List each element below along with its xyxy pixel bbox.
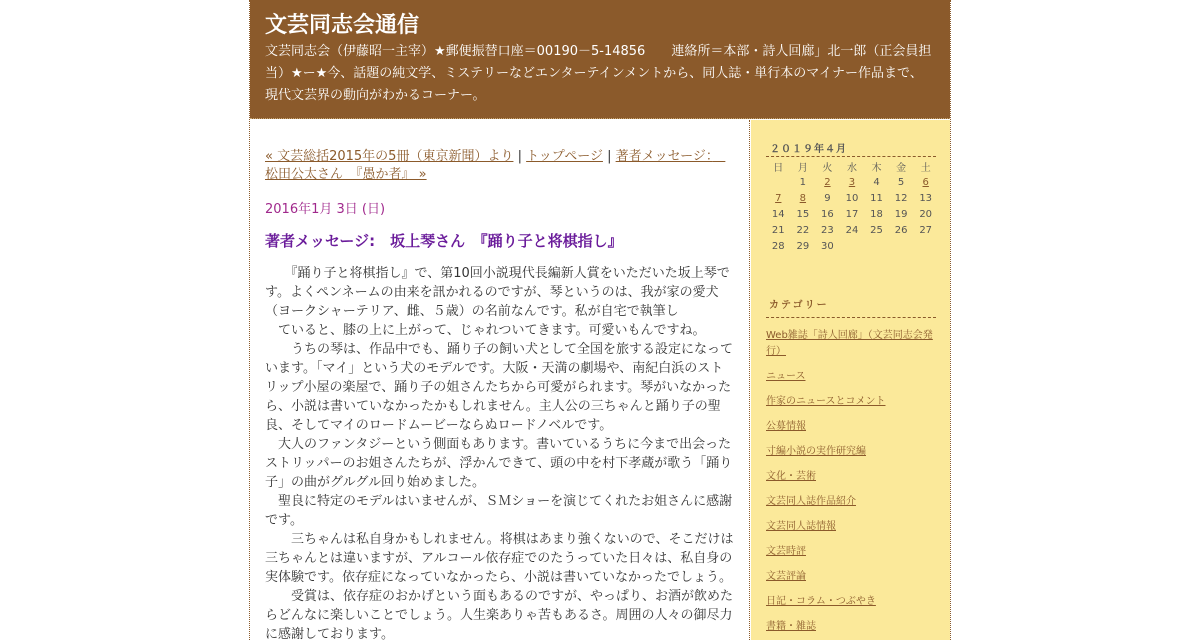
calendar-day: 21 — [771, 224, 785, 236]
top-page-link[interactable]: トップページ — [526, 149, 603, 164]
blog-description: 文芸同志会（伊藤昭一主宰）★郵便振替口座＝00190－5-14856 連絡所＝本部・詩人回廊」北一郎（正会員担当）★ー★今、話題の純文学、ミステリーなどエンターテインメントから、同人誌・単行本のマイナー作品まで、現代文芸界の動向がわかるコーナー。 — [265, 44, 932, 103]
calendar-weekday-row — [766, 158, 938, 174]
calendar-day: 18 — [870, 208, 883, 220]
category-list — [766, 328, 936, 635]
calendar-weekday: 日 — [773, 162, 784, 174]
nav-separator: | — [513, 149, 527, 164]
entry-body — [265, 264, 734, 644]
category-link[interactable]: 文芸時評 — [766, 546, 806, 557]
category-link[interactable]: 文芸評論 — [766, 571, 806, 582]
nav-separator: | — [602, 149, 616, 164]
calendar-day: 30 — [821, 240, 834, 252]
calendar-day: 9 — [824, 192, 831, 204]
calendar-day: 13 — [919, 192, 933, 204]
calendar-day: 28 — [771, 240, 785, 252]
calendar-day: 23 — [821, 224, 834, 236]
calendar-week-row — [766, 174, 938, 190]
calendar-day-link[interactable]: 6 — [922, 176, 929, 188]
entry-paragraph: うちの琴は、作品中でも、踊り子の飼い犬として全国を旅する設定になっています。「マイ」という犬のモデルです。大阪・天満の劇場や、南紀白浜のストリップ小屋の楽屋で、踊り子の姐さんたちから可愛がられます。琴がいなかったら、小説は書いていなかったかもしれません。主人公の三ちゃんと踊り子の聖良、そしてマイのロードムービーならぬロードノベルです。 — [265, 342, 734, 433]
sidebar — [751, 120, 950, 640]
calendar-weekday: 水 — [846, 162, 857, 174]
category-link[interactable]: 公募情報 — [766, 421, 806, 432]
category-item — [766, 369, 936, 385]
category-item — [766, 544, 936, 560]
calendar-day — [766, 174, 791, 190]
calendar-title: ２０１９年４月 — [766, 140, 936, 157]
calendar-day — [766, 190, 791, 206]
calendar-day — [913, 238, 938, 254]
calendar-day-link[interactable]: 3 — [848, 176, 856, 188]
blog-banner — [250, 0, 950, 119]
calendar-day: 20 — [919, 208, 933, 220]
calendar-week-row — [766, 206, 938, 222]
category-item — [766, 519, 936, 535]
calendar-day — [889, 238, 914, 254]
category-link[interactable]: 文芸同人誌情報 — [766, 521, 836, 532]
category-link[interactable]: 書籍・雑誌 — [766, 621, 816, 632]
calendar-weekday: 月 — [797, 162, 808, 174]
calendar-day: 5 — [897, 176, 905, 188]
entry-paragraph: ていると、膝の上に上がって、じゃれついてきます。可愛いもんですね。 — [265, 323, 706, 338]
calendar-day: 24 — [845, 224, 859, 236]
blog-title[interactable]: 文芸同志会通信 — [265, 13, 420, 38]
calendar-weekday: 火 — [822, 162, 833, 174]
category-item — [766, 469, 936, 485]
category-link[interactable]: 文芸同人誌作品紹介 — [766, 496, 856, 507]
calendar-day-link[interactable]: 2 — [824, 176, 831, 188]
entry-navigation — [265, 148, 734, 184]
calendar-day: 27 — [919, 224, 933, 236]
category-item — [766, 494, 936, 510]
main-content — [250, 120, 750, 640]
calendar-day: 29 — [796, 240, 810, 252]
category-link[interactable]: 日記・コラム・つぶやき — [766, 596, 876, 607]
entry-paragraph: 聖良に特定のモデルはいませんが、ＳＭショーを演じてくれたお姐さんに感謝です。 — [265, 494, 733, 528]
calendar-table — [766, 158, 938, 254]
calendar-day: 19 — [894, 208, 908, 220]
category-link[interactable]: ニュース — [766, 371, 806, 382]
next-entry-link[interactable]: 著者メッセージ： 松田公太さん 『愚か者』 » — [265, 149, 726, 182]
entry-paragraph: 三ちゃんは私自身かもしれません。将棋はあまり強くないので、そこだけは三ちゃんとは違いますが、アルコール依存症でのたうっていた日々は、私自身の実体験です。依存症になっていなかったら、小説は書いていなかったでしょう。 — [265, 532, 734, 585]
calendar-week-row — [766, 238, 938, 254]
calendar-day — [864, 238, 889, 254]
calendar-day — [791, 190, 816, 206]
category-item — [766, 619, 936, 635]
entry-paragraph: 『踊り子と将棋指し』で、第10回小説現代長編新人賞をいただいた坂上琴です。よくペンネームの由来を訊かれるのですが、琴というのは、我が家の愛犬（ヨークシャーテリア、雌、５歳）の名前なんです。私が自宅で執筆し — [265, 266, 730, 319]
calendar-day: 17 — [845, 208, 859, 220]
calendar-day: 26 — [894, 224, 908, 236]
category-item — [766, 328, 936, 360]
calendar-day — [840, 238, 865, 254]
prev-entry-link[interactable]: « 文芸総括2015年の5冊（東京新聞）より — [265, 149, 514, 164]
calendar-day: 22 — [796, 224, 810, 236]
calendar-day: 25 — [870, 224, 883, 236]
calendar-day: 15 — [796, 208, 810, 220]
category-link[interactable]: 寸編小説の実作研究編 — [766, 446, 866, 457]
calendar-week-row — [766, 190, 938, 206]
calendar-day — [815, 174, 840, 190]
category-link[interactable]: Web雑誌「詩人回廊」（文芸同志会発行） — [766, 330, 933, 357]
entry-title: 著者メッセージ: 坂上琴さん 『踊り子と将棋指し』 — [265, 232, 623, 250]
entry-paragraph: 受賞は、依存症のおかげという面もあるのですが、やっぱり、お酒が飲めたらどんなに楽しいことでしょう。人生楽ありゃ苦もあるさ。周囲の人々の御尽力に感謝しております。 — [265, 589, 734, 642]
calendar-day — [913, 174, 938, 190]
calendar-day: 4 — [873, 176, 880, 188]
calendar-weekday: 木 — [871, 162, 882, 174]
calendar-weekday: 金 — [896, 162, 907, 174]
category-item — [766, 569, 936, 585]
category-link[interactable]: 文化・芸術 — [766, 471, 816, 482]
calendar-day: 14 — [771, 208, 785, 220]
categories-title: カテゴリー — [766, 296, 936, 318]
category-item — [766, 594, 936, 610]
page-container — [249, 0, 951, 640]
category-link[interactable]: 作家のニュースとコメント — [766, 396, 886, 407]
calendar-body — [766, 174, 938, 254]
category-item — [766, 444, 936, 460]
calendar-day: 11 — [870, 192, 883, 204]
entry-paragraph: 大人のファンタジーという側面もあります。書いているうちに今まで出会ったストリッパーのお姐さんたちが、浮かんできて、頭の中を村下孝蔵が歌う「踊り子」の曲がグルグル回り始めました。 — [265, 437, 733, 490]
calendar-day: 1 — [799, 176, 807, 188]
calendar-week-row — [766, 222, 938, 238]
calendar-day: 10 — [845, 192, 859, 204]
calendar-day — [840, 174, 865, 190]
calendar-day-link[interactable]: 7 — [775, 192, 782, 204]
calendar-day-link[interactable]: 8 — [799, 192, 807, 204]
entry-date: 2016年1月 3日 (日) — [265, 202, 386, 217]
category-item — [766, 419, 936, 435]
calendar-day: 12 — [894, 192, 908, 204]
category-item — [766, 394, 936, 410]
calendar-weekday: 土 — [920, 162, 931, 174]
calendar-day: 16 — [821, 208, 834, 220]
